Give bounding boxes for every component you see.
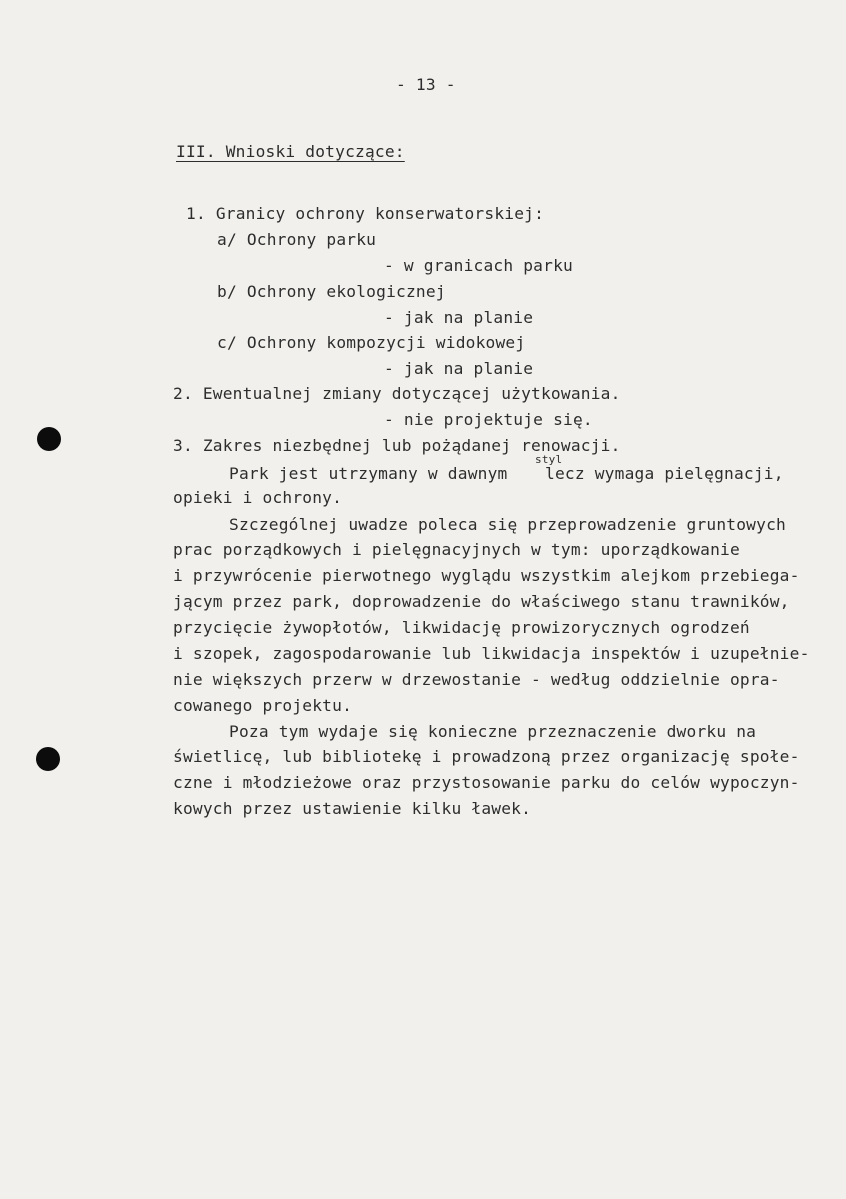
paragraph-2-line: cowanego projektu.	[173, 696, 353, 715]
item-1c-value: - jak na planie	[384, 359, 534, 378]
item-1a-label: a/ Ochrony parku	[217, 230, 377, 249]
item-3-title: 3. Zakres niezbędnej lub pożądanej renowacji.	[173, 436, 621, 455]
item-1b-value: - jak na planie	[384, 308, 534, 327]
paragraph-1-line-1a: Park jest utrzymany w dawnym	[229, 464, 508, 483]
paragraph-2-line: i przywrócenie pierwotnego wyglądu wszystkim alejkom przebiega-	[173, 566, 800, 585]
section-heading: III. Wnioski dotyczące:	[176, 142, 405, 161]
paragraph-3-line: kowych przez ustawienie kilku ławek.	[173, 799, 532, 818]
paragraph-1-line-2: opieki i ochrony.	[173, 488, 343, 507]
item-1b-label: b/ Ochrony ekologicznej	[217, 282, 446, 301]
paragraph-3-line: czne i młodzieżowe oraz przystosowanie parku do celów wypoczyn-	[173, 773, 800, 792]
paragraph-2-line: jącym przez park, doprowadzenie do właściwego stanu trawników,	[173, 592, 790, 611]
paragraph-2-line: i szopek, zagospodarowanie lub likwidacja inspektów i uzupełnie-	[173, 644, 810, 663]
paragraph-2-line: przycięcie żywopłotów, likwidację prowizorycznych ogrodzeń	[173, 618, 750, 637]
paragraph-2-line: nie większych przerw w drzewostanie - według oddzielnie opra-	[173, 670, 780, 689]
item-2-value: - nie projektuje się.	[384, 410, 593, 429]
item-2-title: 2. Ewentualnej zmiany dotyczącej użytkowania.	[173, 384, 621, 403]
punch-hole-bottom	[36, 747, 60, 771]
paragraph-1-line-1b: lecz wymaga pielęgnacji,	[545, 464, 784, 483]
item-1-title: 1. Granicy ochrony konserwatorskiej:	[186, 204, 545, 223]
paragraph-1-overwrite: styl	[535, 453, 563, 466]
paragraph-2-line: Szczególnej uwadze poleca się przeprowadzenie gruntowych	[229, 515, 786, 534]
paragraph-2-line: prac porządkowych i pielęgnacyjnych w tym: uporządkowanie	[173, 540, 740, 559]
item-1c-label: c/ Ochrony kompozycji widokowej	[217, 333, 526, 352]
paragraph-3-line: Poza tym wydaje się konieczne przeznaczenie dworku na	[229, 722, 757, 741]
item-1a-value: - w granicach parku	[384, 256, 573, 275]
punch-hole-top	[37, 427, 61, 451]
page-number: - 13 -	[396, 75, 456, 94]
paragraph-3-line: świetlicę, lub bibliotekę i prowadzoną przez organizację społe-	[173, 747, 800, 766]
